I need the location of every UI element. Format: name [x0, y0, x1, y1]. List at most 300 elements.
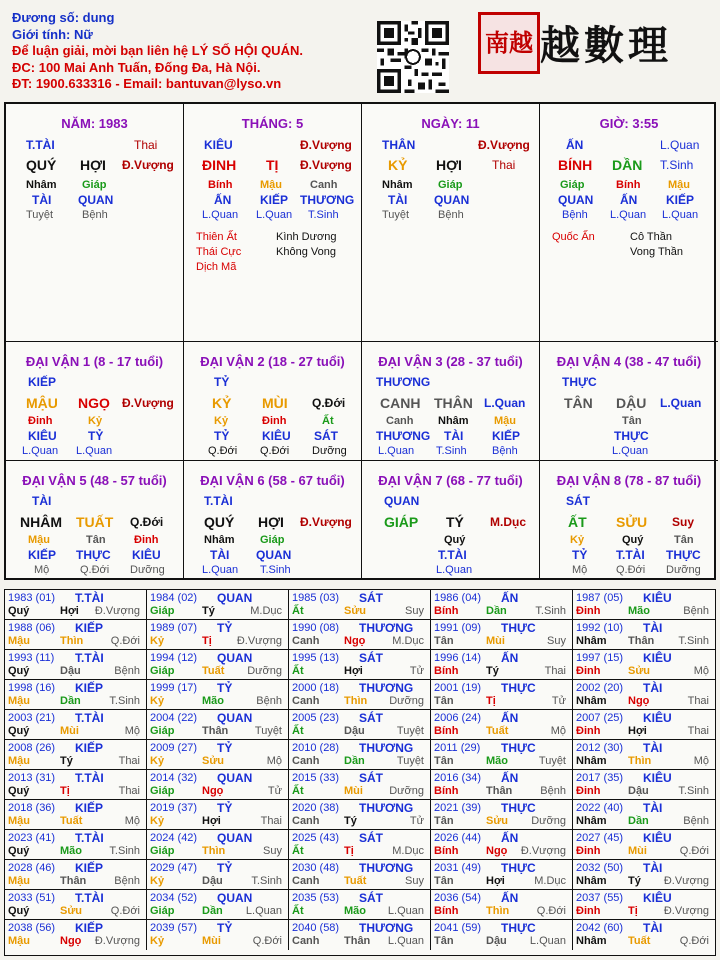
- pillar-title: NGÀY: 11: [421, 116, 480, 131]
- luck-branch: THÂN: [434, 395, 473, 411]
- luck-star: SÁT: [566, 494, 590, 508]
- year-phase: Đ.Vượng: [663, 875, 709, 887]
- year-stem: Tân: [434, 935, 454, 947]
- year-cell: [573, 740, 715, 770]
- year-stem: Giáp: [150, 665, 175, 677]
- year-branch: Thân: [486, 785, 513, 797]
- year-branch: Mão: [628, 605, 650, 617]
- luck-pillar: [540, 342, 718, 461]
- year-cell: [573, 890, 715, 920]
- year-label: 1997 (15): [576, 652, 624, 664]
- year-phase: Bệnh: [683, 605, 709, 617]
- year-star: THỰC: [501, 861, 536, 875]
- year-label: 2008 (26): [8, 742, 56, 754]
- year-stem: Tân: [434, 695, 454, 707]
- year-cell: [431, 650, 573, 680]
- year-branch: Ngọ: [202, 785, 224, 797]
- year-stem: Canh: [292, 875, 320, 887]
- year-star: THỰC: [501, 801, 536, 815]
- year-star: T.TÀI: [75, 591, 104, 605]
- year-cell: [289, 710, 431, 740]
- year-cell: [289, 890, 431, 920]
- year-star: THỰC: [501, 741, 536, 755]
- year-branch: Sửu: [486, 815, 509, 827]
- year-branch: Mùi: [486, 635, 505, 647]
- year-label: 2014 (32): [150, 772, 198, 784]
- year-phase: Bệnh: [256, 695, 282, 707]
- hidden-phase: Q.Đới: [260, 445, 290, 457]
- year-star: THỰC: [501, 921, 536, 935]
- year-branch: Tuất: [628, 935, 651, 947]
- year-phase: Bệnh: [114, 665, 140, 677]
- year-cell: [431, 800, 573, 830]
- year-star: KIÊU: [643, 891, 672, 905]
- hidden-stem: Bính: [208, 179, 233, 191]
- year-phase: Tử: [551, 695, 566, 707]
- year-label: 1996 (14): [434, 652, 482, 664]
- year-branch: Ngọ: [486, 845, 508, 857]
- year-star: TỶ: [217, 621, 233, 635]
- year-stem: Đinh: [576, 605, 601, 617]
- year-star: THƯƠNG: [359, 681, 414, 695]
- year-stem: Ất: [292, 725, 304, 737]
- year-cell: [147, 890, 289, 920]
- year-stem: Quý: [8, 785, 30, 797]
- branch-phase: Đ.Vượng: [122, 158, 174, 172]
- hidden-phase: Bệnh: [438, 209, 464, 221]
- year-star: QUAN: [217, 651, 253, 665]
- hidden-stem: Tân: [86, 534, 106, 546]
- year-stem: Bính: [434, 845, 459, 857]
- year-cell: [289, 830, 431, 860]
- luck-star: THƯƠNG: [376, 375, 431, 389]
- year-branch: Tị: [60, 785, 70, 797]
- year-cell: [431, 710, 573, 740]
- hidden-stem: Canh: [310, 179, 338, 191]
- hidden-stem: Giáp: [82, 179, 107, 191]
- annual-luck-table: [4, 589, 716, 956]
- hidden-stem: Tân: [674, 534, 694, 546]
- hidden-phase: Q.Đới: [616, 564, 646, 576]
- year-branch: Tý: [628, 875, 641, 887]
- year-label: 2010 (28): [292, 742, 340, 754]
- year-cell: [573, 770, 715, 800]
- year-cell: [431, 890, 573, 920]
- year-stem: Kỷ: [150, 875, 165, 887]
- year-cell: [573, 590, 715, 620]
- year-label: 2030 (48): [292, 862, 340, 874]
- year-star: TỶ: [217, 861, 233, 875]
- year-star: TỶ: [217, 741, 233, 755]
- inauspicious-star: Vong Thần: [630, 246, 684, 258]
- heavenly-stem: QUÝ: [26, 157, 57, 173]
- year-label: 1999 (17): [150, 682, 198, 694]
- hidden-star: QUAN: [434, 193, 470, 207]
- year-cell: [573, 920, 715, 950]
- year-label: 2018 (36): [8, 802, 56, 814]
- hidden-star: QUAN: [78, 193, 114, 207]
- year-star: THỰC: [501, 681, 536, 695]
- hidden-star: KIẾP: [492, 429, 521, 443]
- pillar-title: GIỜ: 3:55: [599, 116, 659, 131]
- year-phase: M.Dục: [534, 875, 566, 887]
- year-cell: [431, 770, 573, 800]
- luck-stem: TÂN: [564, 395, 593, 411]
- heavenly-stem: KỶ: [388, 157, 408, 173]
- year-star: KIẾP: [75, 861, 104, 875]
- year-branch: Sửu: [202, 755, 225, 767]
- hidden-star: TÀI: [444, 429, 464, 443]
- year-phase: L.Quan: [387, 905, 424, 917]
- year-star: ẤN: [501, 591, 519, 605]
- year-star: KIẾP: [75, 621, 104, 635]
- year-cell: [147, 680, 289, 710]
- hidden-phase: Tuyệt: [382, 209, 410, 221]
- year-cell: [5, 710, 147, 740]
- year-star: TÀI: [643, 741, 663, 755]
- year-branch: Sửu: [60, 905, 83, 917]
- year-cell: [573, 620, 715, 650]
- year-branch: Tuất: [486, 725, 509, 737]
- year-stem: Quý: [8, 665, 30, 677]
- hidden-phase: Q.Đới: [80, 564, 110, 576]
- year-label: 2016 (34): [434, 772, 482, 784]
- year-star: TỶ: [217, 921, 233, 935]
- year-stem: Đinh: [576, 845, 601, 857]
- heavenly-stem: ĐINH: [202, 157, 237, 173]
- year-stem: Bính: [434, 725, 459, 737]
- year-star: THƯƠNG: [359, 801, 414, 815]
- year-label: 2037 (55): [576, 892, 624, 904]
- luck-stem: ẤT: [568, 514, 587, 530]
- year-stem: Tân: [434, 815, 454, 827]
- year-star: TỶ: [217, 681, 233, 695]
- luck-branch: TUẤT: [76, 514, 114, 530]
- pillar-title: NĂM: 1983: [61, 116, 128, 131]
- red-seal-logo: 南越: [478, 12, 540, 74]
- year-label: 2004 (22): [150, 712, 198, 724]
- hidden-stem: Giáp: [560, 179, 585, 191]
- year-label: 1984 (02): [150, 592, 198, 604]
- hidden-phase: Bệnh: [82, 209, 108, 221]
- year-cell: [5, 770, 147, 800]
- year-phase: Suy: [405, 605, 424, 617]
- year-phase: Suy: [263, 845, 282, 857]
- hidden-star: TÀI: [388, 193, 408, 207]
- year-phase: Bệnh: [683, 815, 709, 827]
- year-branch: Hợi: [202, 815, 221, 827]
- year-phase: Q.Đới: [110, 905, 140, 917]
- year-stem: Canh: [292, 815, 320, 827]
- year-label: 1998 (16): [8, 682, 56, 694]
- luck-pillar: [6, 342, 184, 461]
- hidden-stem: Kỷ: [570, 534, 585, 546]
- year-phase: Mộ: [266, 755, 282, 767]
- year-cell: [431, 860, 573, 890]
- year-phase: Thai: [687, 725, 709, 737]
- year-star: KIÊU: [643, 711, 672, 725]
- luck-title: ĐẠI VẬN 2 (18 - 27 tuổi): [200, 354, 345, 369]
- auspicious-star: Dịch Mã: [196, 261, 237, 273]
- hidden-stem: Tân: [622, 415, 642, 427]
- hidden-phase: Q.Đới: [208, 445, 238, 457]
- year-cell: [5, 680, 147, 710]
- luck-star: KIẾP: [28, 375, 57, 389]
- year-label: 1986 (04): [434, 592, 482, 604]
- inauspicious-star: Kình Dương: [276, 231, 337, 243]
- year-star: QUAN: [217, 891, 253, 905]
- luck-title: ĐẠI VẬN 4 (38 - 47 tuổi): [556, 354, 702, 369]
- year-cell: [573, 860, 715, 890]
- hidden-stem: Đinh: [134, 534, 159, 546]
- year-star: THƯƠNG: [359, 621, 414, 635]
- inauspicious-star: Không Vong: [276, 246, 336, 258]
- year-cell: [573, 710, 715, 740]
- year-branch: Tị: [344, 845, 354, 857]
- earthly-branch: TỊ: [266, 157, 279, 173]
- hidden-stem: Kỷ: [214, 415, 229, 427]
- inauspicious-star: Cô Thần: [630, 231, 672, 243]
- year-branch: Dần: [344, 755, 365, 767]
- year-cell: [573, 800, 715, 830]
- year-label: 1985 (03): [292, 592, 340, 604]
- year-cell: [147, 590, 289, 620]
- year-stem: Giáp: [150, 605, 175, 617]
- earthly-branch: HỢI: [436, 157, 462, 173]
- year-star: KIÊU: [643, 651, 672, 665]
- year-cell: [5, 650, 147, 680]
- year-branch: Tuất: [60, 815, 83, 827]
- luck-phase: Đ.Vượng: [300, 515, 352, 529]
- hidden-stem: Mậu: [494, 415, 516, 427]
- year-stem: Giáp: [150, 845, 175, 857]
- year-stem: Kỷ: [150, 815, 165, 827]
- hidden-stem: Nhâm: [26, 179, 57, 191]
- year-phase: Q.Đới: [679, 935, 709, 947]
- year-label: 1987 (05): [576, 592, 624, 604]
- year-phase: T.Sinh: [251, 875, 282, 887]
- year-star: ẤN: [501, 831, 519, 845]
- hidden-star: ẤN: [214, 193, 232, 207]
- year-phase: Đ.Vượng: [94, 935, 140, 947]
- year-phase: M.Dục: [392, 635, 424, 647]
- year-cell: [147, 650, 289, 680]
- luck-phase: L.Quan: [484, 396, 526, 410]
- year-phase: Suy: [405, 875, 424, 887]
- year-stem: Ất: [292, 605, 304, 617]
- year-cell: [5, 740, 147, 770]
- year-star: KIẾP: [75, 741, 104, 755]
- contact-line: Để luận giải, mời bạn liên hệ LÝ SỐ HỘI QUÁN.: [12, 43, 303, 58]
- year-label: 2001 (19): [434, 682, 482, 694]
- hidden-phase: L.Quan: [436, 564, 473, 576]
- year-branch: Tý: [60, 755, 73, 767]
- year-branch: Thìn: [628, 755, 652, 767]
- luck-title: ĐẠI VẬN 8 (78 - 87 tuổi): [556, 473, 702, 488]
- year-branch: Tuất: [344, 875, 367, 887]
- year-branch: Tị: [486, 695, 496, 707]
- year-star: T.TÀI: [75, 891, 104, 905]
- luck-branch: HỢI: [258, 514, 284, 530]
- year-star: KIẾP: [75, 921, 104, 935]
- year-branch: Ngọ: [344, 635, 366, 647]
- year-star: QUAN: [217, 711, 253, 725]
- year-label: 2036 (54): [434, 892, 482, 904]
- year-star: SÁT: [359, 771, 383, 785]
- year-star: THƯƠNG: [359, 921, 414, 935]
- hidden-stem: Đinh: [262, 415, 287, 427]
- year-label: 1989 (07): [150, 622, 198, 634]
- luck-branch: SỬU: [616, 514, 648, 530]
- year-phase: Tuyệt: [254, 725, 282, 737]
- year-branch: Ngọ: [60, 935, 82, 947]
- year-phase: Dưỡng: [531, 815, 566, 827]
- year-cell: [147, 860, 289, 890]
- year-label: 1983 (01): [8, 592, 56, 604]
- year-branch: Thìn: [486, 905, 510, 917]
- year-branch: Hợi: [628, 725, 647, 737]
- year-stem: Canh: [292, 935, 320, 947]
- year-star: T.TÀI: [75, 711, 104, 725]
- year-cell: [147, 800, 289, 830]
- hidden-stem: Quý: [444, 534, 466, 546]
- year-stem: Canh: [292, 635, 320, 647]
- year-star: KIẾP: [75, 681, 104, 695]
- luck-stem: QUÝ: [204, 514, 235, 530]
- heavenly-stem: BÍNH: [558, 157, 593, 173]
- year-star: TÀI: [643, 921, 663, 935]
- hidden-phase: L.Quan: [612, 445, 649, 457]
- year-cell: [147, 620, 289, 650]
- year-star: ẤN: [501, 771, 519, 785]
- year-stem: Kỷ: [150, 935, 165, 947]
- year-stem: Mậu: [8, 935, 30, 947]
- year-label: 1995 (13): [292, 652, 340, 664]
- year-label: 1991 (09): [434, 622, 482, 634]
- year-label: 2035 (53): [292, 892, 340, 904]
- hidden-phase: L.Quan: [202, 209, 239, 221]
- year-stem: Ất: [292, 845, 304, 857]
- year-cell: [289, 800, 431, 830]
- luck-phase: Q.Đới: [312, 396, 346, 410]
- year-phase: Bệnh: [540, 785, 566, 797]
- year-stem: Giáp: [150, 785, 175, 797]
- year-cell: [5, 620, 147, 650]
- hidden-stem: Mậu: [668, 179, 690, 191]
- year-label: 1990 (08): [292, 622, 340, 634]
- luck-stem: GIÁP: [384, 514, 419, 530]
- year-stem: Mậu: [8, 695, 30, 707]
- year-phase: Đ.Vượng: [520, 845, 566, 857]
- year-star: TỶ: [217, 801, 233, 815]
- year-phase: Q.Đới: [679, 845, 709, 857]
- luck-stem: CANH: [380, 395, 421, 411]
- year-branch: Ngọ: [628, 695, 650, 707]
- year-stem: Bính: [434, 905, 459, 917]
- year-stem: Bính: [434, 665, 459, 677]
- year-phase: Mộ: [693, 665, 709, 677]
- year-stem: Đinh: [576, 785, 601, 797]
- year-label: 2029 (47): [150, 862, 198, 874]
- year-star: T.TÀI: [75, 651, 104, 665]
- luck-star: TỶ: [214, 375, 230, 389]
- year-stem: Ất: [292, 785, 304, 797]
- earthly-branch: HỢI: [80, 157, 106, 173]
- year-cell: [289, 920, 431, 950]
- year-stem: Tân: [434, 635, 454, 647]
- year-label: 2012 (30): [576, 742, 624, 754]
- hidden-stem: Ất: [322, 415, 334, 427]
- year-star: SÁT: [359, 651, 383, 665]
- hidden-phase: Dưỡng: [130, 564, 165, 576]
- hidden-stem: Bính: [616, 179, 641, 191]
- year-stem: Ất: [292, 665, 304, 677]
- hidden-phase: Dưỡng: [666, 564, 701, 576]
- year-cell: [5, 920, 147, 950]
- year-branch: Dậu: [486, 935, 507, 947]
- year-stem: Tân: [434, 875, 454, 887]
- year-label: 2023 (41): [8, 832, 56, 844]
- gender: Giới tính: Nữ: [12, 26, 93, 42]
- year-branch: Tý: [202, 605, 215, 617]
- hidden-star: TÀI: [210, 548, 230, 562]
- year-branch: Dậu: [344, 725, 365, 737]
- year-phase: L.Quan: [387, 935, 424, 947]
- year-star: QUAN: [217, 771, 253, 785]
- hidden-phase: L.Quan: [256, 209, 293, 221]
- year-branch: Mão: [344, 905, 366, 917]
- hidden-star: ẤN: [620, 193, 638, 207]
- year-phase: Thai: [687, 695, 709, 707]
- year-stem: Nhâm: [576, 875, 607, 887]
- luck-star: THỰC: [562, 375, 597, 389]
- year-star: KIÊU: [643, 831, 672, 845]
- year-stem: Nhâm: [576, 635, 607, 647]
- top-phase: Đ.Vượng: [300, 138, 352, 152]
- year-cell: [431, 590, 573, 620]
- year-star: KIÊU: [643, 591, 672, 605]
- year-branch: Mão: [202, 695, 224, 707]
- luck-star: T.TÀI: [204, 494, 233, 508]
- year-star: TÀI: [643, 621, 663, 635]
- year-star: T.TÀI: [75, 831, 104, 845]
- year-cell: [289, 680, 431, 710]
- year-stem: Bính: [434, 605, 459, 617]
- year-cell: [289, 620, 431, 650]
- luck-branch: DẬU: [616, 395, 647, 411]
- hidden-stem: Mậu: [28, 534, 50, 546]
- year-star: TÀI: [643, 681, 663, 695]
- year-phase: Đ.Vượng: [94, 605, 140, 617]
- year-cell: [431, 740, 573, 770]
- luck-title: ĐẠI VẬN 6 (58 - 67 tuổi): [200, 473, 345, 488]
- year-branch: Hợi: [486, 875, 505, 887]
- pillar-day: [362, 104, 540, 342]
- year-phase: T.Sinh: [109, 695, 140, 707]
- hidden-stem: Kỷ: [88, 415, 103, 427]
- year-label: 2020 (38): [292, 802, 340, 814]
- year-label: 2015 (33): [292, 772, 340, 784]
- hidden-star: THƯƠNG: [300, 193, 355, 207]
- hidden-stem: Mậu: [260, 179, 282, 191]
- year-phase: T.Sinh: [109, 845, 140, 857]
- year-star: SÁT: [359, 711, 383, 725]
- year-label: 2041 (59): [434, 922, 482, 934]
- year-cell: [289, 590, 431, 620]
- luck-title: ĐẠI VẬN 7 (68 - 77 tuổi): [378, 473, 523, 488]
- year-cell: [431, 830, 573, 860]
- hidden-star: THỰC: [666, 548, 701, 562]
